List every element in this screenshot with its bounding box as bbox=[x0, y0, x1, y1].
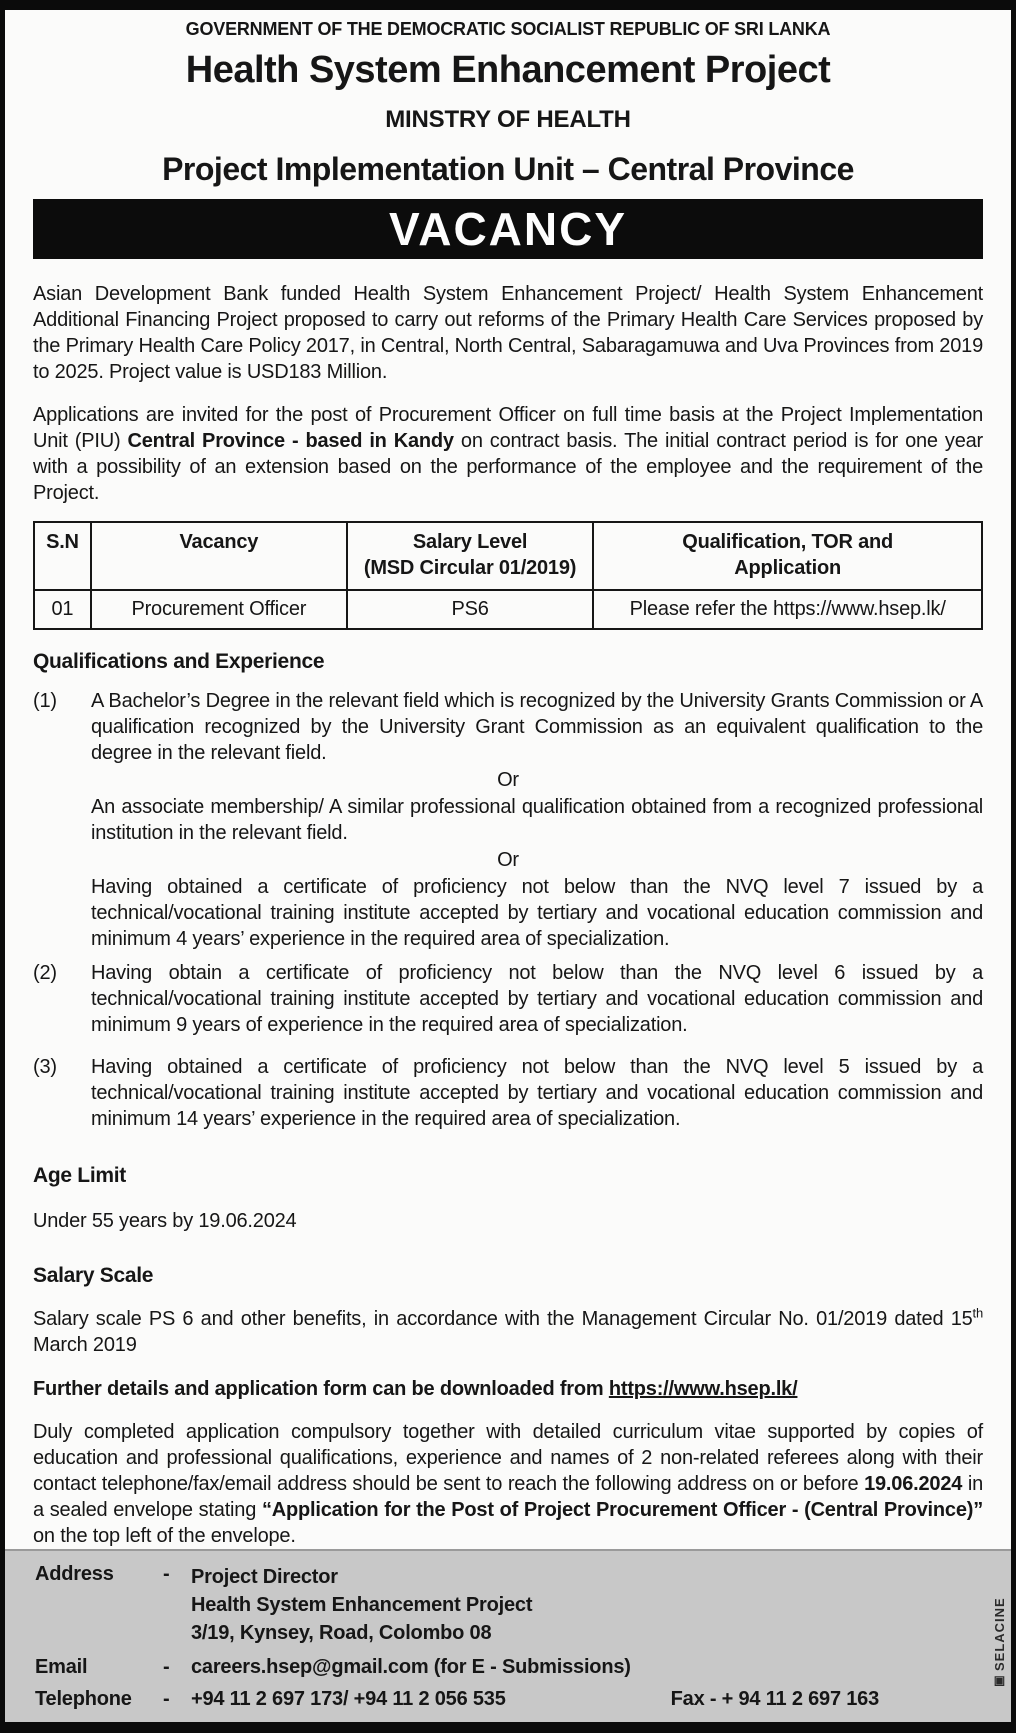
fax-value: Fax - + 94 11 2 697 163 bbox=[670, 1688, 879, 1710]
item-3-text: Having obtained a certificate of proficiency not below than the NVQ level 5 issued by a technical/vocational training institute accepted by tertiary and vocational education commission and minimum 14 years’ experience in the required area of specialization. bbox=[91, 1056, 983, 1130]
download-link[interactable]: https://www.hsep.lk/ bbox=[608, 1378, 798, 1400]
header-salary-level bbox=[347, 522, 593, 590]
qualification-item-3 bbox=[33, 1054, 983, 1132]
government-line: GOVERNMENT OF THE DEMOCRATIC SOCIALIST REPUBLIC OF SRI LANKA bbox=[185, 19, 831, 39]
telephone-label: Telephone bbox=[35, 1688, 132, 1710]
hsep-url-text[interactable]: https://www.hsep.lk/ bbox=[772, 598, 946, 620]
deadline-date: 19.06.2024 bbox=[864, 1473, 963, 1495]
salary-scale-text bbox=[33, 1306, 983, 1358]
email-separator: - bbox=[163, 1656, 170, 1678]
address-row bbox=[5, 1563, 1011, 1647]
cell-qualification bbox=[593, 590, 982, 629]
vacancy-table bbox=[33, 521, 983, 630]
publisher-watermark bbox=[992, 1559, 1007, 1689]
submission-post: on the top left of the envelope. bbox=[33, 1525, 296, 1547]
header-qualification bbox=[593, 522, 982, 590]
salary-scale-text-post: March 2019 bbox=[33, 1334, 137, 1356]
address-line-2: Health System Enhancement Project bbox=[191, 1594, 533, 1616]
cell-vacancy: Procurement Officer bbox=[91, 590, 347, 629]
item-1-alternative-1: An associate membership/ A similar professional qualification obtained from a recognized professional institution in the relevant field. bbox=[91, 796, 983, 844]
header-sn: S.N bbox=[34, 522, 91, 590]
email-row bbox=[5, 1656, 1011, 1679]
unit-line: Project Implementation Unit – Central Province bbox=[162, 151, 854, 187]
submission-paragraph bbox=[33, 1419, 983, 1549]
intro-paragraph-2 bbox=[33, 402, 983, 506]
telephone-row bbox=[5, 1688, 1011, 1711]
salary-scale-heading: Salary Scale bbox=[33, 1264, 154, 1287]
selacine-logo-icon: ▣ bbox=[992, 1674, 1007, 1689]
address-value bbox=[191, 1563, 1011, 1647]
submission-mid: in a sealed envelope stating bbox=[33, 1473, 983, 1521]
ministry-line: MINSTRY OF HEALTH bbox=[385, 106, 631, 133]
or-separator-2: Or bbox=[497, 849, 519, 871]
telephone-separator: - bbox=[163, 1688, 170, 1710]
item-1-number: (1) bbox=[33, 690, 57, 712]
cell-sn: 01 bbox=[34, 590, 91, 629]
salary-scale-text-pre: Salary scale PS 6 and other benefits, in accordance with the Management Circular No. 01/2019 dated 15 bbox=[33, 1308, 973, 1330]
header-qualification-line2: Application bbox=[734, 557, 841, 579]
watermark-text: SELACINE bbox=[992, 1597, 1007, 1671]
age-limit-text: Under 55 years by 19.06.2024 bbox=[33, 1210, 297, 1232]
envelope-label-quote: “Application for the Post of Project Procurement Officer - (Central Province)” bbox=[261, 1499, 984, 1521]
submission-pre: Duly completed application compulsory together with detailed curriculum vitae supported by copies of education and professional qualifications, experience and names of 2 non-related referees along with their contact telephone/fax/email address should be sent to reach the following address on or before bbox=[33, 1421, 983, 1495]
header-salary-line1: Salary Level bbox=[412, 531, 528, 553]
vacancy-banner: VACANCY bbox=[33, 199, 983, 259]
download-line bbox=[33, 1378, 983, 1401]
contact-footer bbox=[5, 1549, 1011, 1723]
qualifications-heading: Qualifications and Experience bbox=[33, 650, 325, 673]
item-2-number: (2) bbox=[33, 962, 57, 984]
address-label: Address bbox=[35, 1563, 114, 1585]
email-value: careers.hsep@gmail.com (for E - Submissions) bbox=[191, 1656, 631, 1678]
header-vacancy: Vacancy bbox=[91, 522, 347, 590]
header-salary-line2: (MSD Circular 01/2019) bbox=[363, 557, 577, 579]
address-line-1: Project Director bbox=[191, 1566, 338, 1588]
download-label: Further details and application form can be downloaded from bbox=[33, 1378, 609, 1400]
email-label: Email bbox=[35, 1656, 88, 1678]
table-header-row bbox=[34, 522, 982, 590]
cell-qualification-text: Please refer the bbox=[629, 598, 773, 620]
qualification-item-1 bbox=[33, 688, 983, 766]
item-1-alternative-2: Having obtained a certificate of proficiency not below than the NVQ level 7 issued by a technical/vocational training institute accepted by tertiary and vocational education commission and minimum 4 years’ experience in the required area of specialization. bbox=[91, 876, 983, 950]
cell-salary: PS6 bbox=[347, 590, 593, 629]
table-row bbox=[34, 590, 982, 629]
item-1-text: A Bachelor’s Degree in the relevant field which is recognized by the University Grants Commission or A qualification recognized by the University Grant Commission as an equivalent qualification to the degree in the relevant field. bbox=[91, 690, 983, 764]
telephone-value-group bbox=[191, 1688, 1011, 1711]
intro-paragraph-2-post: on contract basis. The initial contract period is for one year with a possibility of an extension based on the performance of the employee and the requirement of the Project. bbox=[33, 430, 983, 504]
location-bold-text: Central Province - based in Kandy bbox=[127, 430, 454, 452]
item-2-text: Having obtain a certificate of proficiency not below than the NVQ level 6 issued by a technical/vocational training institute accepted by tertiary and vocational education commission and minimum 9 years of experience in the required area of specialization. bbox=[91, 962, 983, 1036]
intro-paragraph-2-pre: Applications are invited for the post of Procurement Officer on full time basis at the Project Implementation Unit (PIU) bbox=[33, 404, 983, 452]
item-3-number: (3) bbox=[33, 1056, 57, 1078]
project-title: Health System Enhancement Project bbox=[185, 49, 831, 91]
address-separator: - bbox=[163, 1563, 170, 1585]
intro-paragraph-1: Asian Development Bank funded Health System Enhancement Project/ Health System Enhancement Additional Financing Project proposed to carry out reforms of the Primary Health Care Services proposed by the Primary Health Care Policy 2017, in Central, North Central, Sabaragamuwa and Uva Provinces from 2019 to 2025. Project value is USD183 Million. bbox=[33, 283, 983, 383]
age-limit-heading: Age Limit bbox=[33, 1164, 126, 1187]
telephone-value: +94 11 2 697 173/ +94 11 2 056 535 bbox=[191, 1688, 506, 1710]
document-body bbox=[5, 259, 1011, 1549]
header-qualification-line1: Qualification, TOR and bbox=[682, 531, 894, 553]
or-separator-1: Or bbox=[497, 769, 519, 791]
qualification-item-2 bbox=[33, 960, 983, 1038]
address-line-3: 3/19, Kynsey, Road, Colombo 08 bbox=[191, 1622, 492, 1644]
document-header bbox=[5, 10, 1011, 259]
ordinal-superscript: th bbox=[972, 1305, 983, 1321]
